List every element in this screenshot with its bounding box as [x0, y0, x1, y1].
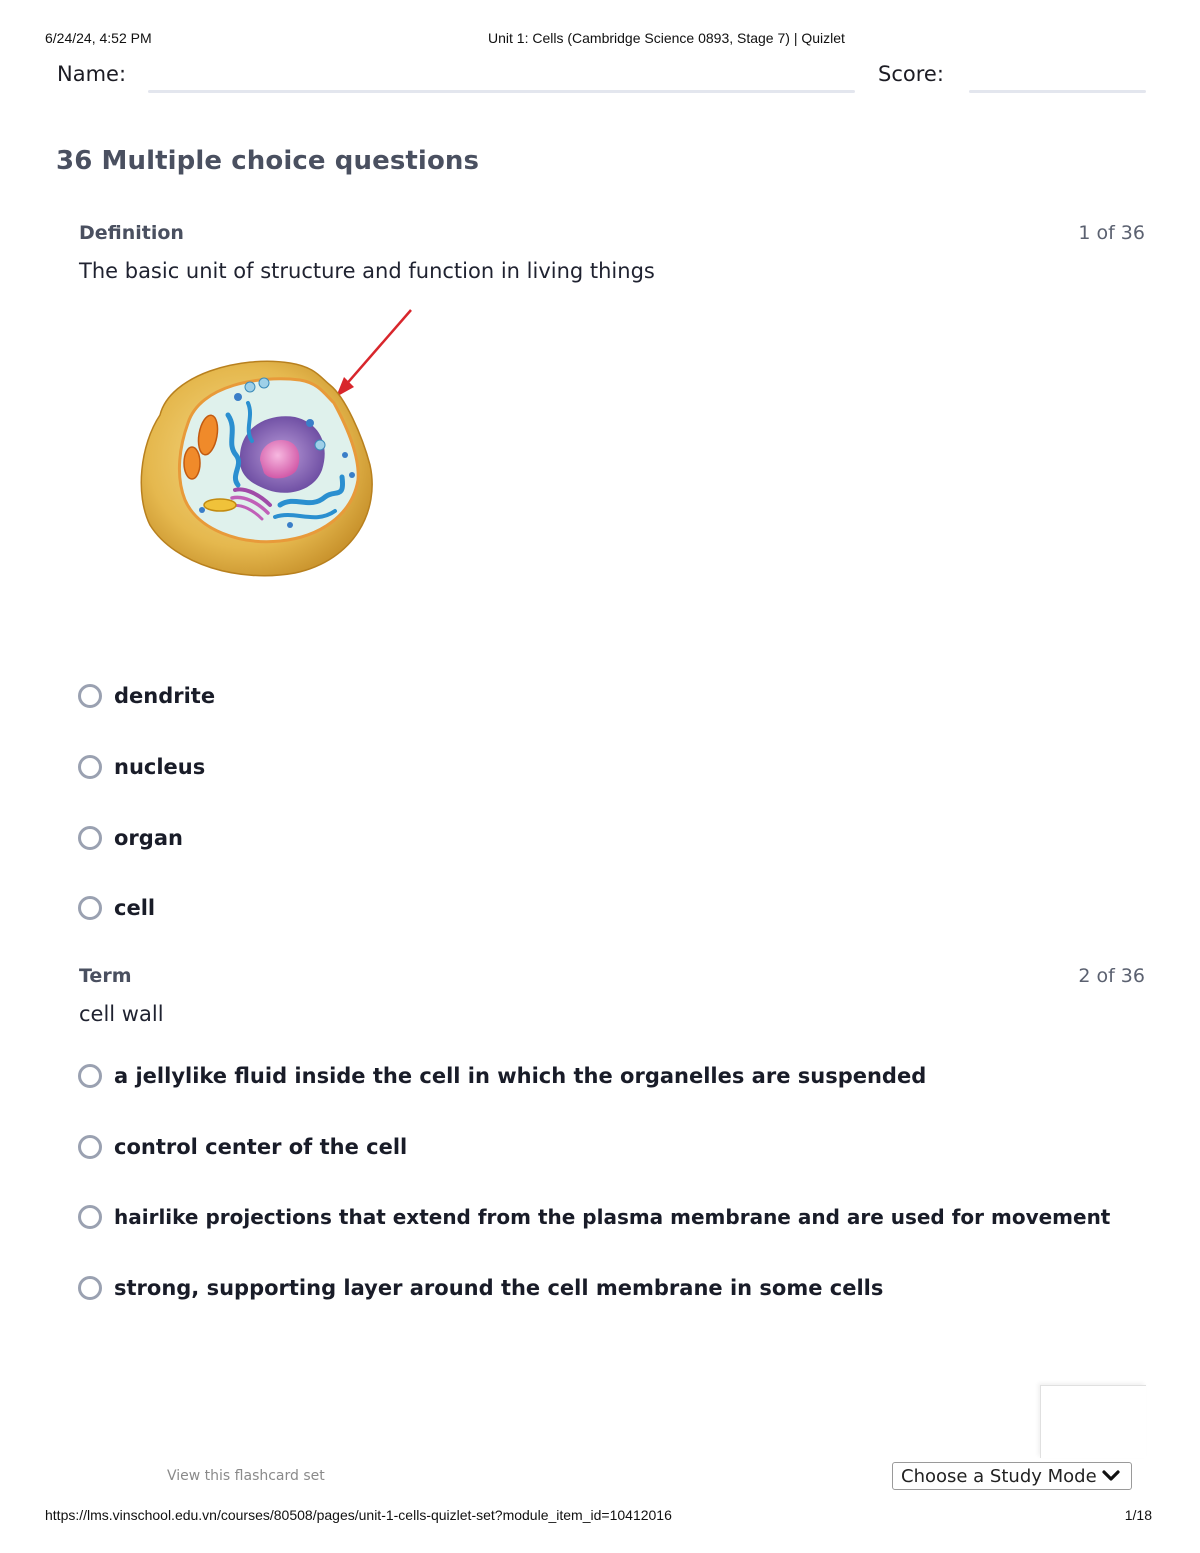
- radio-button[interactable]: [78, 896, 102, 920]
- radio-button[interactable]: [78, 684, 102, 708]
- answer-option[interactable]: [78, 752, 205, 782]
- score-field[interactable]: [969, 90, 1146, 93]
- name-label: Name:: [57, 62, 127, 86]
- answer-option[interactable]: [78, 681, 215, 711]
- option-label: hairlike projections that extend from the plasma membrane and are used for movement: [114, 1205, 1111, 1229]
- option-label: control center of the cell: [114, 1135, 408, 1159]
- print-page-number: 1/18: [1124, 1507, 1152, 1523]
- option-label: nucleus: [114, 755, 206, 779]
- option-label: dendrite: [114, 684, 216, 708]
- view-flashcard-set-link[interactable]: View this flashcard set: [167, 1468, 325, 1484]
- radio-button[interactable]: [78, 826, 102, 850]
- radio-button[interactable]: [78, 1135, 102, 1159]
- answer-option[interactable]: [78, 823, 183, 853]
- study-mode-select[interactable]: [892, 1462, 1132, 1490]
- chevron-down-icon: [1101, 1468, 1121, 1484]
- question-counter: 1 of 36: [1078, 222, 1145, 244]
- question-prompt: The basic unit of structure and function in living things: [79, 259, 655, 283]
- print-footer: [45, 1507, 1152, 1525]
- study-mode-label: Choose a Study Mode: [901, 1465, 1097, 1487]
- section-title: 36 Multiple choice questions: [56, 146, 480, 176]
- option-label: cell: [114, 896, 156, 920]
- option-label: strong, supporting layer around the cell membrane in some cells: [114, 1276, 884, 1300]
- option-label: organ: [114, 826, 183, 850]
- answer-option[interactable]: [78, 1132, 407, 1162]
- question-prompt: cell wall: [79, 1002, 164, 1026]
- radio-button[interactable]: [78, 1064, 102, 1088]
- animal-cell-image: [130, 305, 430, 595]
- print-url: https://lms.vinschool.edu.vn/courses/80508/pages/unit-1-cells-quizlet-set?module_item_id=10412016: [45, 1507, 672, 1523]
- print-date: 6/24/24, 4:52 PM: [45, 30, 152, 46]
- answer-option[interactable]: [78, 893, 155, 923]
- question-counter: 2 of 36: [1078, 965, 1145, 987]
- radio-button[interactable]: [78, 755, 102, 779]
- print-document-title: Unit 1: Cells (Cambridge Science 0893, Stage 7) | Quizlet: [488, 30, 845, 46]
- name-score-bar: [57, 60, 1145, 100]
- print-header: [45, 30, 1152, 48]
- answer-option[interactable]: [78, 1202, 1110, 1232]
- option-label: a jellylike fluid inside the cell in which the organelles are suspended: [114, 1064, 927, 1088]
- embedded-frame-corner: [1040, 1385, 1146, 1458]
- question-kind: Definition: [79, 222, 184, 244]
- name-field[interactable]: [148, 90, 855, 93]
- question-kind: Term: [79, 965, 132, 987]
- radio-button[interactable]: [78, 1276, 102, 1300]
- score-label: Score:: [878, 62, 944, 86]
- answer-option[interactable]: [78, 1273, 883, 1303]
- radio-button[interactable]: [78, 1205, 102, 1229]
- answer-option[interactable]: [78, 1061, 926, 1091]
